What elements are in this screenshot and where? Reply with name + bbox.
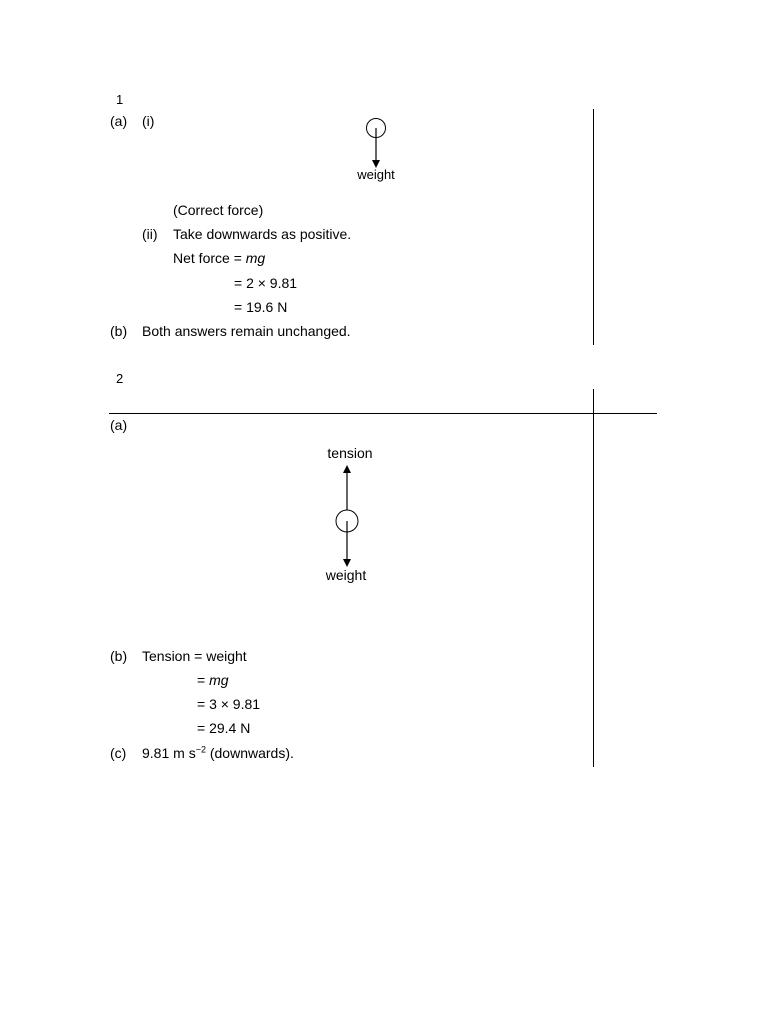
q1-net-force bbox=[173, 250, 265, 267]
q2-calc-line-2: = 29.4 N bbox=[197, 720, 251, 736]
q2-accel-suffix: (downwards). bbox=[205, 745, 294, 761]
q2-mg-symbol: mg bbox=[209, 672, 229, 688]
q1-part-a-ii-label: (ii) bbox=[142, 226, 158, 242]
q2-tension-line: Tension = weight bbox=[142, 648, 247, 664]
q2-part-c-label: (c) bbox=[110, 745, 127, 761]
q2-mg-line bbox=[197, 672, 229, 689]
q2-accel-value: 9.81 m s bbox=[142, 745, 196, 761]
q2-weight-arrowhead bbox=[343, 559, 351, 567]
question-1-number: 1 bbox=[116, 92, 124, 107]
q2-tension-label: tension bbox=[327, 445, 373, 461]
question-2-number: 2 bbox=[116, 371, 124, 386]
q2-accel-exponent: −2 bbox=[195, 744, 206, 755]
q1-force-diagram bbox=[340, 112, 420, 188]
q1-correct-force: (Correct force) bbox=[173, 202, 264, 218]
q2-calc-line-1: = 3 × 9.81 bbox=[197, 696, 261, 712]
q1-mg-symbol: mg bbox=[245, 250, 266, 266]
q2-acceleration bbox=[142, 745, 294, 762]
q1-weight-label: weight bbox=[357, 167, 395, 182]
q1-calc-line-1: = 2 × 9.81 bbox=[234, 275, 298, 291]
q1-part-b-label: (b) bbox=[110, 323, 128, 339]
q1-calc-line-2: = 19.6 N bbox=[234, 299, 288, 315]
q1-take-downwards: Take downwards as positive. bbox=[173, 226, 352, 242]
q2-mg-prefix: = bbox=[197, 672, 210, 688]
q1-part-a-label: (a) bbox=[110, 113, 128, 129]
q2-part-b-label: (b) bbox=[110, 648, 128, 664]
q2-margin-line bbox=[593, 389, 594, 767]
q2-weight-label: weight bbox=[325, 567, 367, 583]
q1-margin-line bbox=[593, 109, 594, 345]
q2-force-diagram bbox=[300, 440, 400, 590]
q1-part-b-text: Both answers remain unchanged. bbox=[142, 323, 351, 339]
q1-part-a-i-label: (i) bbox=[142, 113, 155, 129]
q2-header-rule bbox=[109, 413, 657, 414]
q1-net-force-prefix: Net force = bbox=[173, 250, 246, 266]
q2-part-a-label: (a) bbox=[110, 417, 128, 433]
